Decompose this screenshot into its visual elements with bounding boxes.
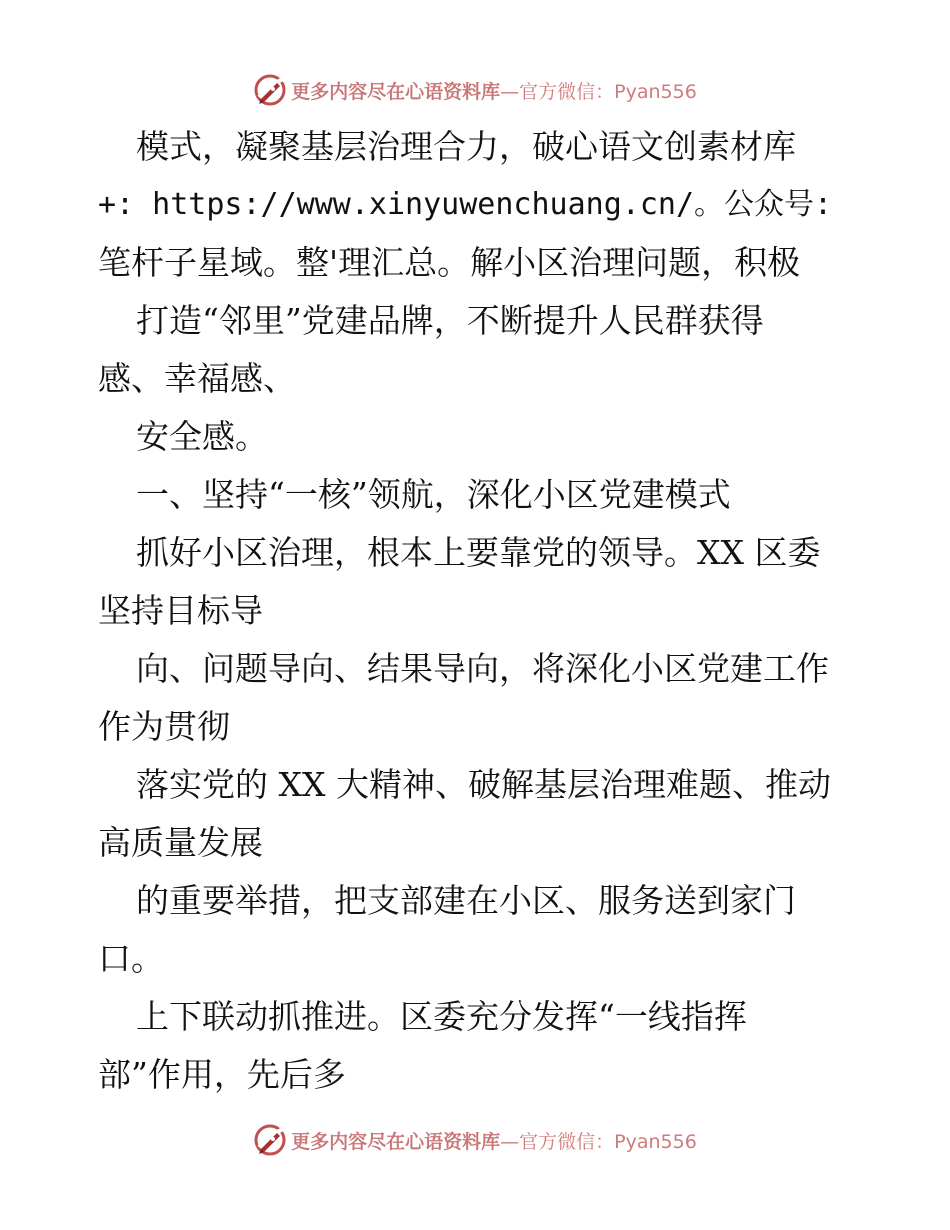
document-body [98, 118, 858, 1104]
pen-logo-icon [253, 73, 287, 107]
watermark-sub-text: —官方微信：Pyan556 [500, 80, 697, 103]
text-line: 一、坚持“一核”领航，深化小区党建模式 [136, 475, 731, 514]
text-line: 口。 [98, 939, 164, 978]
header-watermark [0, 70, 950, 110]
watermark-sub-text: —官方微信：Pyan556 [500, 1130, 697, 1153]
watermark-group [253, 73, 697, 107]
watermark-main-text: 更多内容尽在心语资料库 [291, 1130, 501, 1153]
text-line: 感、幸福感、 [98, 359, 296, 398]
text-line: +: https://www.xinyuwenchuang.cn/。公众号: [98, 187, 833, 222]
text-line: 模式，凝聚基层治理合力，破心语文创素材库 [136, 127, 796, 166]
watermark-group [253, 1123, 697, 1157]
watermark-main-text: 更多内容尽在心语资料库 [291, 80, 501, 103]
text-line: 高质量发展 [98, 823, 263, 862]
text-line: 落实党的 XX 大精神、破解基层治理难题、推动 [136, 765, 831, 804]
text-line: 上下联动抓推进。区委充分发挥“一线指挥 [136, 997, 747, 1036]
text-line: 部”作用，先后多 [98, 1055, 346, 1094]
text-line: 作为贯彻 [98, 707, 230, 746]
text-line: 向、问题导向、结果导向，将深化小区党建工作 [136, 649, 829, 688]
text-line: 安全感。 [136, 417, 268, 456]
pen-logo-icon [253, 1123, 287, 1157]
text-line: 抓好小区治理，根本上要靠党的领导。XX 区委 [136, 533, 821, 572]
footer-watermark [0, 1120, 950, 1160]
text-line: 笔杆子星域。整'理汇总。解小区治理问题，积极 [98, 243, 801, 282]
text-line: 打造“邻里”党建品牌，不断提升人民群获得 [136, 301, 764, 340]
text-line: 坚持目标导 [98, 591, 263, 630]
text-line: 的重要举措，把支部建在小区、服务送到家门 [136, 881, 796, 920]
